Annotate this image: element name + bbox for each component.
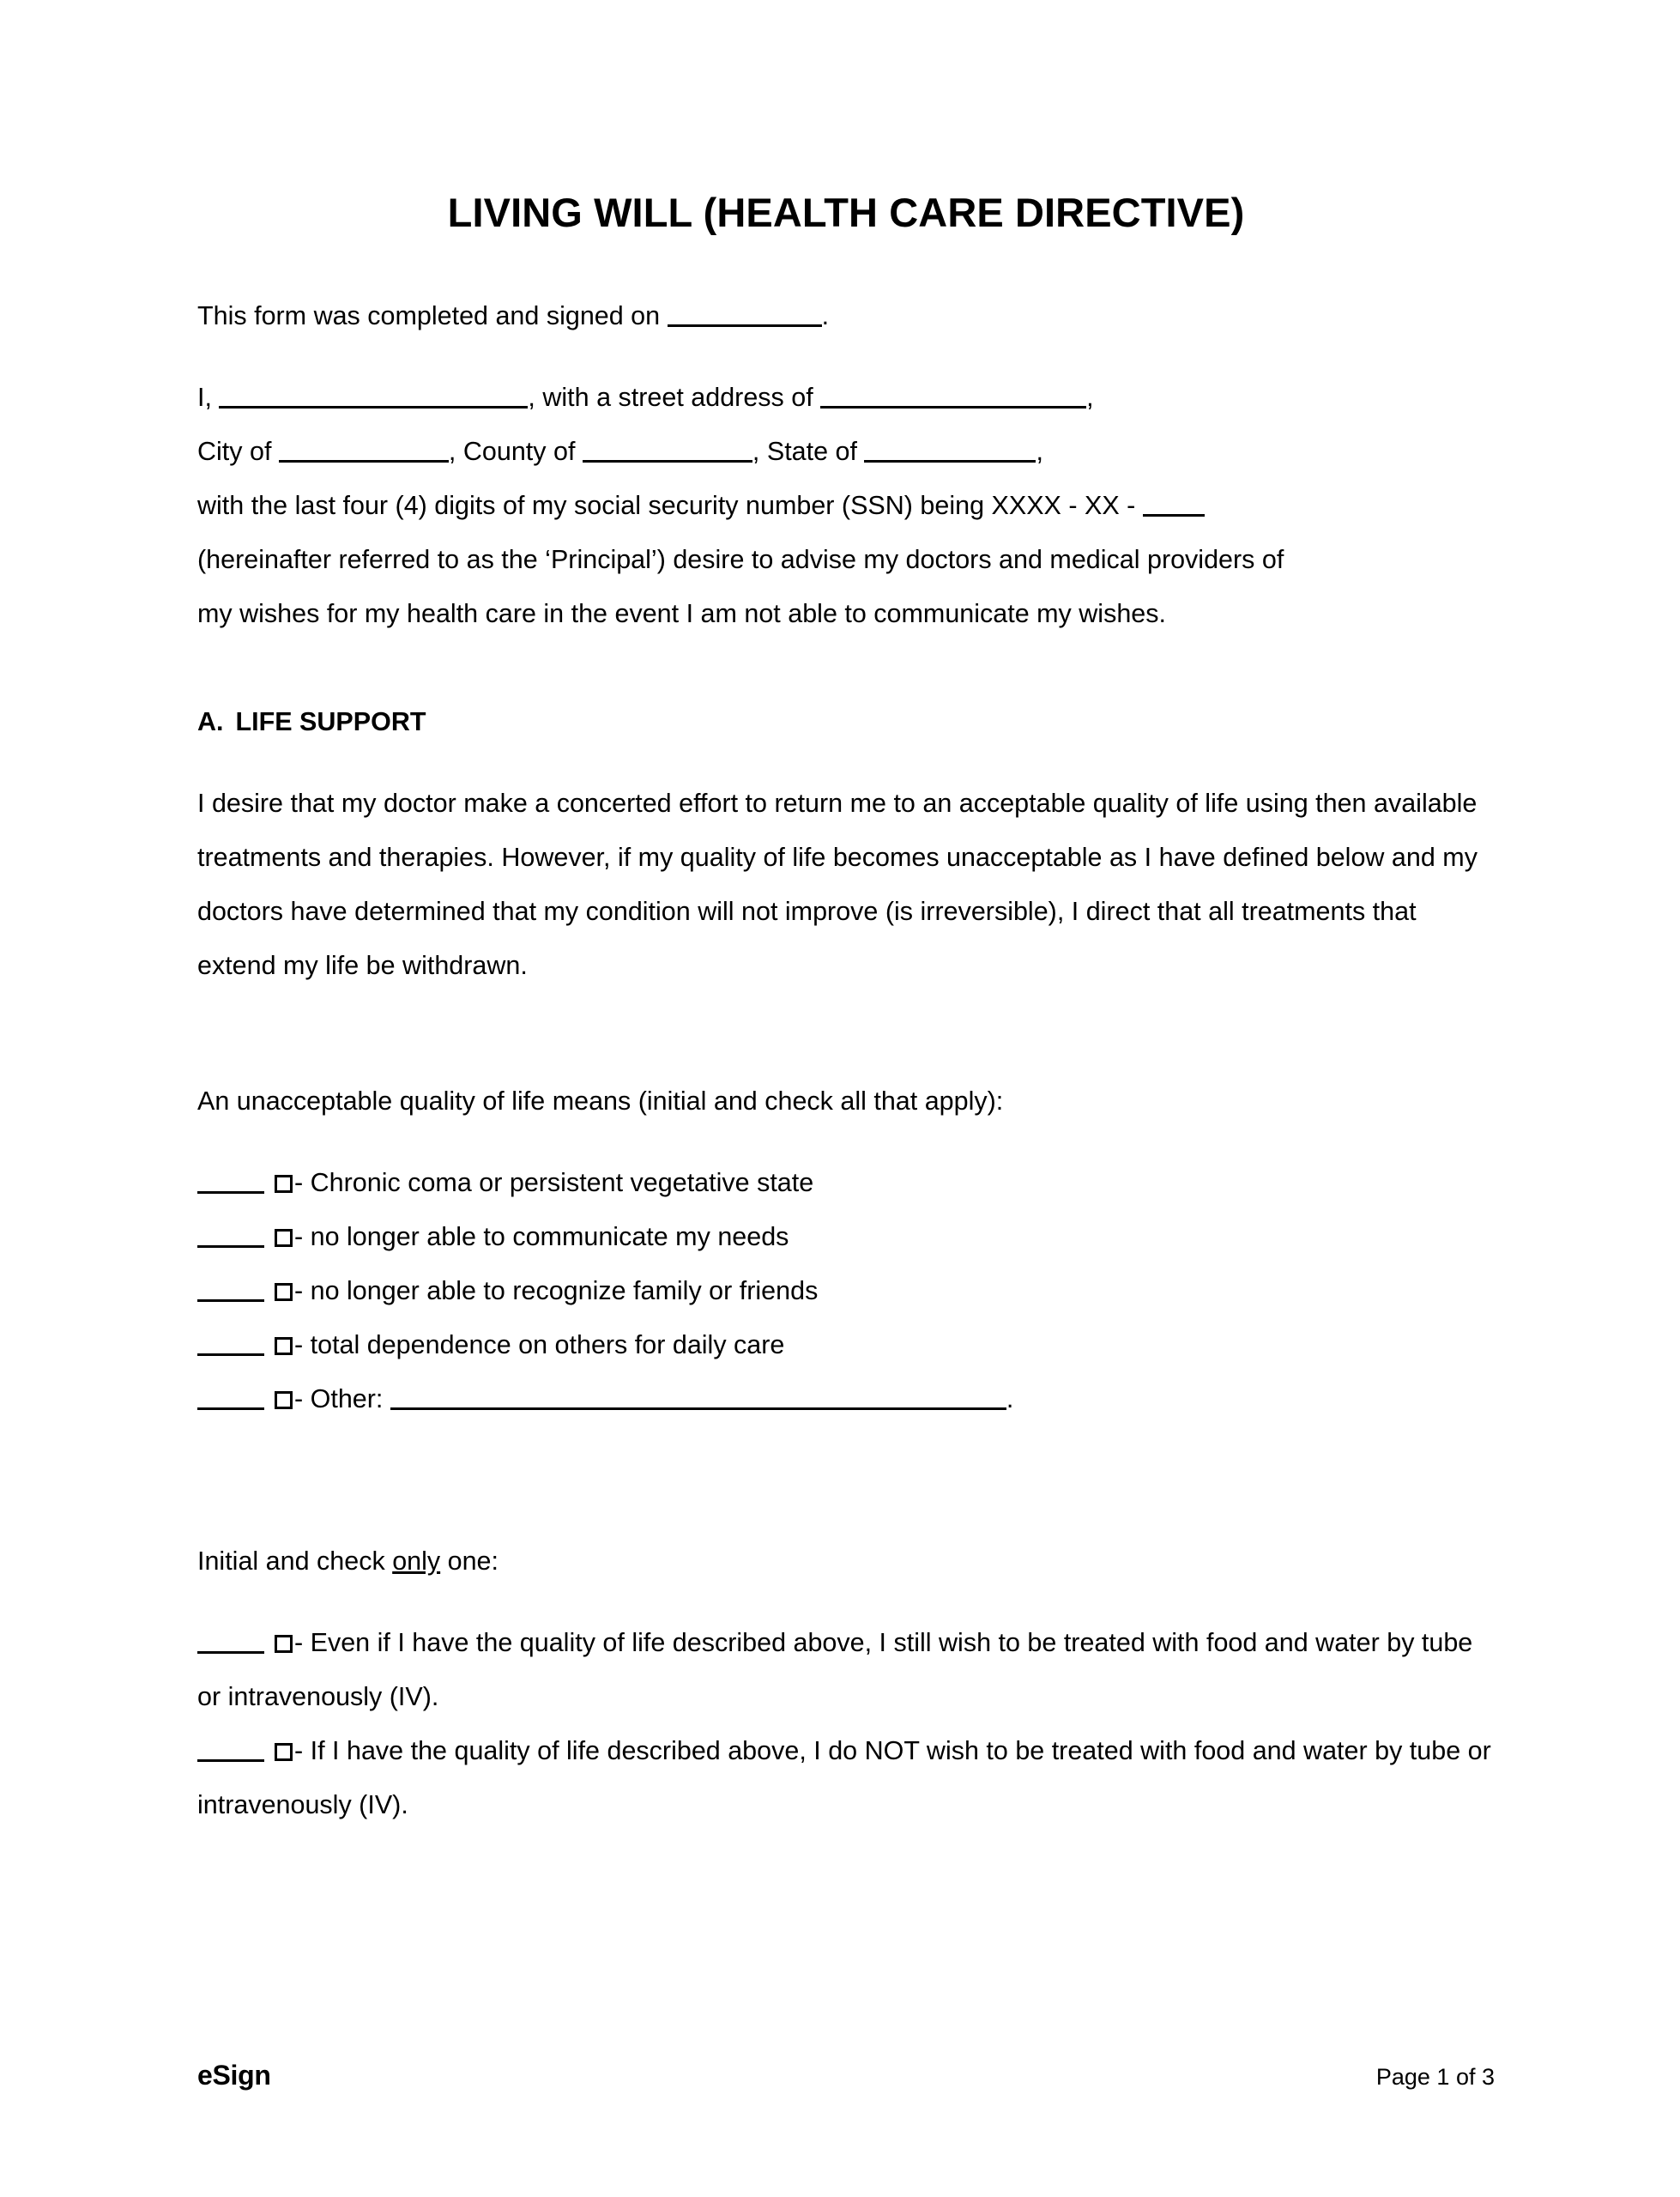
principal-definition-line: (hereinafter referred to as the ‘Principal’) desire to advise my doctors and medical providers of	[197, 544, 1284, 574]
option-row-dependence	[197, 1318, 1495, 1372]
option-row-other	[197, 1372, 1495, 1426]
checkbox-icon[interactable]	[275, 1229, 293, 1247]
section-a-letter: A.	[197, 706, 224, 736]
page-number: Page 1 of 3	[1375, 2064, 1495, 2090]
checkbox-icon[interactable]	[275, 1635, 293, 1653]
document-body	[197, 0, 1495, 1832]
section-a-title: LIFE SUPPORT	[235, 706, 426, 736]
spacer	[197, 1047, 1495, 1074]
spacer	[197, 749, 1495, 777]
spacer	[197, 343, 1495, 371]
city-blank[interactable]	[279, 438, 449, 463]
only-one-prompt	[197, 1534, 1495, 1589]
option-label: - Even if I have the quality of life described above, I still wish to be treated with food and water by tube or intravenously (IV).	[197, 1627, 1473, 1711]
option-label: - If I have the quality of life described above, I do NOT wish to be treated with food and water by tube or intravenously (IV).	[197, 1735, 1491, 1819]
spacer	[197, 1589, 1495, 1616]
only-emphasis: only	[392, 1546, 441, 1576]
brand-logo: eSign	[197, 2060, 271, 2091]
option-row-coma	[197, 1156, 1495, 1210]
initial-blank[interactable]	[197, 1277, 264, 1302]
spacer	[197, 1480, 1495, 1534]
spacer	[197, 993, 1495, 1047]
signed-date-blank[interactable]	[668, 302, 822, 327]
ssn-line	[197, 479, 1495, 533]
city-county-state-line	[197, 425, 1495, 479]
unacceptable-quality-prompt: An unacceptable quality of life means (initial and check all that apply):	[197, 1086, 1004, 1116]
initial-blank[interactable]	[197, 1223, 264, 1248]
option-row-recognize	[197, 1264, 1495, 1318]
checkbox-icon[interactable]	[275, 1743, 293, 1761]
county-blank[interactable]	[583, 438, 752, 463]
spacer	[197, 1426, 1495, 1480]
section-a-heading	[197, 695, 1495, 749]
option-trailing: .	[1006, 1383, 1014, 1413]
checkbox-icon[interactable]	[275, 1175, 293, 1193]
only-one-suffix: one:	[440, 1546, 499, 1576]
option-label: - no longer able to communicate my needs	[294, 1221, 789, 1251]
ssn-last-four-blank[interactable]	[1143, 492, 1205, 517]
spacer	[197, 1129, 1495, 1156]
option-label: - total dependence on others for daily care	[294, 1329, 785, 1359]
spacer	[197, 641, 1495, 695]
principal-line-prefix: I,	[197, 382, 220, 412]
spacer	[197, 235, 1495, 289]
state-label: , State of	[752, 436, 865, 466]
other-description-blank[interactable]	[390, 1385, 1006, 1410]
page-title: LIVING WILL (HEALTH CARE DIRECTIVE)	[447, 190, 1245, 235]
checkbox-icon[interactable]	[275, 1391, 293, 1409]
principal-name-blank[interactable]	[219, 384, 528, 409]
ssn-label: with the last four (4) digits of my social security number (SSN) being XXXX - XX -	[197, 490, 1143, 520]
signed-on-prefix: This form was completed and signed on	[197, 300, 668, 330]
wishes-statement-line: my wishes for my health care in the event I am not able to communicate my wishes.	[197, 598, 1166, 628]
option-label: - Other:	[294, 1383, 390, 1413]
option-row-communicate	[197, 1210, 1495, 1264]
only-one-prefix: Initial and check	[197, 1546, 393, 1576]
city-label: City of	[197, 436, 279, 466]
initial-blank[interactable]	[197, 1629, 264, 1654]
city-line-suffix: ,	[1036, 436, 1043, 466]
street-address-blank[interactable]	[820, 384, 1086, 409]
initial-blank[interactable]	[197, 1385, 264, 1410]
option-row-treat-with-food	[197, 1616, 1495, 1724]
option-row-not-treat-with-food	[197, 1724, 1495, 1832]
signed-on-line	[197, 289, 1495, 343]
initial-blank[interactable]	[197, 1331, 264, 1356]
state-blank[interactable]	[864, 438, 1036, 463]
checkbox-icon[interactable]	[275, 1283, 293, 1301]
option-label: - no longer able to recognize family or friends	[294, 1275, 819, 1305]
street-address-label: , with a street address of	[528, 382, 821, 412]
initial-blank[interactable]	[197, 1737, 264, 1762]
section-a-paragraph: I desire that my doctor make a concerted effort to return me to an acceptable quality of life using then available treatments and therapies. However, if my quality of life becomes unacceptable as I have defined below and my doctors have determined that my condition will not improve (is irreversible), I direct that all treatments that extend my life be withdrawn.	[197, 788, 1478, 980]
county-label: , County of	[448, 436, 583, 466]
initial-blank[interactable]	[197, 1169, 264, 1194]
signed-on-suffix: .	[821, 300, 830, 330]
checkbox-icon[interactable]	[275, 1337, 293, 1355]
page-footer	[197, 2060, 1495, 2091]
option-label: - Chronic coma or persistent vegetative state	[294, 1167, 814, 1197]
principal-line-suffix: ,	[1086, 382, 1094, 412]
principal-name-address-line	[197, 371, 1495, 425]
